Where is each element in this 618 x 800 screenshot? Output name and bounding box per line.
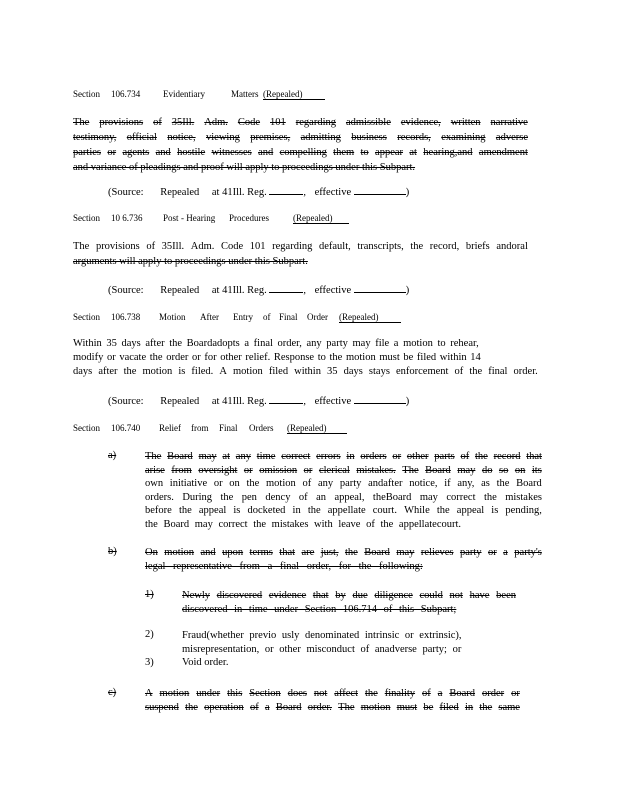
paragraph-line-struck: discovered in time under Section 106.714 of this Subpart; — [182, 604, 457, 615]
subsection-a-paragraph — [145, 450, 542, 531]
word: Board — [275, 702, 302, 713]
word: or — [107, 147, 117, 158]
word: witnesses — [211, 147, 252, 158]
item-marker: 1) — [145, 589, 154, 600]
source-status: Repealed — [160, 187, 200, 198]
paragraph-line: the Board may correct the mistakes with leave of the appellatecourt. — [145, 518, 462, 530]
source-note: (Source: Repealed at 41Ill. Reg. , effective ) — [108, 282, 409, 296]
word: the — [475, 451, 488, 462]
word: the — [496, 478, 510, 489]
word: clerical — [318, 464, 350, 476]
word: written — [450, 117, 481, 128]
word: and — [155, 147, 171, 158]
word: The — [73, 241, 90, 252]
word: before — [145, 505, 172, 516]
source-status: Repealed — [160, 285, 200, 296]
section-number: 10 6.736 — [111, 213, 143, 223]
word: upon — [222, 547, 244, 558]
paragraph-line-struck — [145, 450, 542, 464]
word: Board — [364, 547, 390, 558]
word: within — [294, 366, 321, 377]
source-label: (Source: — [108, 187, 144, 198]
word: While — [404, 505, 430, 516]
word: filed — [268, 366, 289, 377]
paragraph-line — [73, 365, 538, 379]
subsection-marker: b) — [108, 546, 117, 557]
word: the — [479, 702, 493, 713]
section-106-734-paragraph — [73, 115, 528, 175]
source-label: (Source: — [108, 396, 144, 407]
word: Section — [249, 688, 281, 699]
word: same — [498, 702, 520, 713]
word: days — [343, 366, 363, 377]
word: so — [498, 464, 509, 476]
paragraph-line — [145, 491, 542, 505]
word: motion — [142, 366, 173, 377]
word: the — [483, 491, 497, 503]
word: that — [279, 547, 296, 558]
word: motion — [266, 478, 296, 489]
repealed-tag: (Repealed) — [293, 213, 349, 224]
section-number: 106.738 — [111, 312, 141, 322]
word: 35Ill. — [161, 241, 185, 252]
source-close: ) — [405, 285, 410, 296]
blank-line — [269, 393, 303, 404]
word: The — [338, 702, 355, 713]
word: The — [145, 451, 162, 462]
word: or — [243, 464, 253, 476]
word: arise — [145, 464, 165, 476]
source-effective-label: effective — [314, 285, 352, 296]
word: of — [460, 451, 470, 462]
section-title-word: Relief — [159, 423, 181, 433]
word: Board — [449, 688, 476, 699]
paragraph-line — [145, 477, 542, 491]
blank-line — [269, 184, 303, 195]
item-marker: 2) — [145, 629, 154, 640]
word: dency — [265, 491, 291, 503]
word: business — [351, 132, 387, 143]
repealed-tag: (Repealed) — [339, 312, 401, 323]
word: or — [213, 478, 223, 489]
word: appeal, — [334, 491, 365, 503]
word: narrative — [490, 117, 528, 128]
word: Code — [220, 241, 244, 252]
word: 101 — [249, 241, 266, 252]
section-title-word: Order — [307, 312, 328, 322]
word: in — [292, 505, 301, 516]
paragraph-line-struck — [145, 546, 542, 560]
word: appeal — [456, 505, 485, 516]
word: affect — [334, 688, 358, 699]
blank-line — [354, 393, 406, 404]
word: final — [488, 366, 508, 377]
word: provisions — [99, 117, 144, 128]
word: to — [360, 147, 369, 158]
word: viewing — [206, 132, 240, 143]
section-title-word: After — [200, 312, 219, 322]
word: motion — [164, 547, 195, 558]
word: 35Ill. — [171, 117, 195, 128]
word: provisions — [95, 241, 140, 252]
word: in — [346, 451, 355, 462]
source-note: (Source: Repealed at 41Ill. Reg. , effective ) — [108, 393, 409, 407]
word: premises, — [250, 132, 291, 143]
word: the — [410, 241, 424, 252]
word: Board — [167, 451, 193, 462]
word: as — [481, 478, 490, 489]
word: Board — [516, 478, 542, 489]
repealed-tag: (Repealed) — [287, 423, 347, 434]
word: of — [249, 702, 259, 713]
source-citation: at 41Ill. Reg. — [211, 285, 267, 296]
paragraph-line: modify or vacate the order or for other relief. Response to the motion must be filed within 14 — [73, 352, 481, 363]
paragraph-line — [73, 145, 528, 160]
word: of — [153, 117, 162, 128]
word: own — [145, 478, 164, 489]
word: notice, — [409, 478, 438, 489]
source-effective-label: effective — [314, 396, 352, 407]
word: operation — [204, 702, 244, 713]
word: During — [182, 491, 213, 503]
section-label: Section — [73, 423, 100, 433]
item-3-line: Void order. — [182, 657, 229, 668]
word: on — [229, 478, 240, 489]
word: enforcement — [395, 366, 449, 377]
section-title-word: Orders — [249, 423, 274, 433]
paragraph-line: Fraud(whether previo usly denominated intrinsic or extrinsic), — [182, 630, 462, 641]
word: may — [396, 547, 415, 558]
item-1-paragraph — [182, 589, 516, 617]
source-citation: at 41Ill. Reg. — [211, 187, 267, 198]
word: or — [392, 451, 402, 462]
word: time — [256, 451, 276, 462]
word: record — [493, 451, 521, 462]
word: correct — [446, 491, 476, 503]
item-2-paragraph — [182, 629, 482, 657]
word: order. — [307, 702, 332, 713]
word: order. — [513, 366, 538, 377]
word: its — [531, 464, 542, 476]
subsection-marker: a) — [108, 450, 117, 461]
section-label: Section — [73, 89, 100, 99]
word: admissible — [345, 117, 391, 128]
word: and — [258, 147, 274, 158]
word: filed — [439, 702, 459, 713]
word: relieves — [420, 547, 454, 558]
paragraph-line — [145, 504, 542, 518]
word: do — [481, 464, 493, 476]
section-106-736-paragraph — [73, 239, 528, 269]
word: the — [364, 688, 378, 699]
section-title-word: Motion — [159, 312, 186, 322]
word: initiative — [169, 478, 208, 489]
word: regarding — [272, 241, 313, 252]
word: not — [313, 688, 328, 699]
word: orders — [360, 451, 387, 462]
word: pen — [241, 491, 257, 503]
source-effective-label: effective — [314, 187, 352, 198]
word: the — [185, 702, 198, 713]
source-status: Repealed — [160, 396, 200, 407]
paragraph-line-struck — [145, 687, 520, 701]
word: A — [219, 366, 227, 377]
section-title-word: Evidentiary — [163, 89, 205, 99]
word: of — [146, 241, 156, 252]
word: after — [98, 366, 118, 377]
word: agents — [122, 147, 150, 158]
word: by — [335, 590, 346, 601]
blank-line — [354, 184, 406, 195]
word: the — [344, 547, 358, 558]
word: that — [526, 451, 542, 462]
word: and — [200, 547, 216, 558]
word: any — [235, 451, 251, 462]
word: of — [298, 491, 308, 503]
word: parts — [434, 451, 455, 462]
section-label: Section — [73, 213, 100, 223]
section-106-738-paragraph — [73, 337, 538, 379]
section-106-736-heading — [73, 213, 363, 225]
word: is — [491, 505, 499, 516]
repealed-tag: (Repealed) — [263, 89, 325, 100]
word: oversight — [198, 464, 238, 476]
paragraph-line: Within 35 days after the Boardadopts a final order, any party may file a motion to rehear, — [73, 338, 479, 349]
word: or — [303, 464, 313, 476]
source-citation: at 41Ill. Reg. — [211, 396, 267, 407]
word: docketed — [247, 505, 286, 516]
word: transcripts, — [357, 241, 404, 252]
word: an — [316, 491, 326, 503]
word: notice, — [167, 132, 196, 143]
word: hearing,and — [423, 147, 473, 158]
section-title-word: Post — [163, 213, 179, 223]
word: must — [396, 702, 418, 713]
word: default, — [318, 241, 351, 252]
word: suspend — [145, 702, 179, 713]
section-title-word: Matters — [231, 89, 259, 99]
word: record, — [429, 241, 460, 252]
word: admitting — [300, 132, 341, 143]
source-close: ) — [405, 396, 410, 407]
word: Code — [237, 117, 261, 128]
section-title-word: Procedures — [229, 213, 269, 223]
word: official — [126, 132, 157, 143]
word: or — [511, 688, 520, 699]
paragraph-line: misrepresentation, or other misconduct of anadverse party; or — [182, 644, 462, 655]
word: terms — [249, 547, 273, 558]
word: if — [444, 478, 451, 489]
section-number: 106.740 — [111, 423, 141, 433]
word: appellate — [327, 505, 366, 516]
section-title-word: Final — [219, 423, 238, 433]
word: filed. — [191, 366, 214, 377]
section-title-word: of — [263, 312, 271, 322]
word: regarding — [295, 117, 336, 128]
word: the — [469, 366, 483, 377]
word: andafter — [368, 478, 403, 489]
word: briefs — [465, 241, 490, 252]
word: days — [73, 366, 93, 377]
word: Adm. — [204, 117, 228, 128]
word: the — [123, 366, 137, 377]
word: on — [514, 464, 526, 476]
word: may — [419, 491, 438, 503]
word: errors — [316, 451, 341, 462]
word: omission — [259, 464, 298, 476]
word: due — [352, 590, 368, 601]
word: party — [459, 547, 482, 558]
section-106-734-heading — [73, 89, 333, 101]
word: The — [73, 117, 90, 128]
paragraph-line — [73, 239, 528, 254]
word: pending, — [505, 505, 542, 516]
word: of — [454, 366, 464, 377]
word: parties — [73, 147, 101, 158]
word: any, — [457, 478, 475, 489]
word: just, — [320, 547, 339, 558]
word: compelling — [279, 147, 327, 158]
section-number: 106.734 — [111, 89, 141, 99]
word: could — [419, 590, 443, 601]
source-label: (Source: — [108, 285, 144, 296]
blank-line — [354, 282, 406, 293]
word: the — [436, 505, 450, 516]
word: appear — [375, 147, 404, 158]
source-close: ) — [405, 187, 410, 198]
subsection-c-paragraph — [145, 687, 520, 715]
word: at — [409, 147, 417, 158]
paragraph-line — [73, 130, 528, 145]
word: of — [302, 478, 312, 489]
word: other — [406, 451, 429, 462]
word: court. — [372, 505, 397, 516]
word: The — [402, 464, 419, 476]
item-marker: 3) — [145, 657, 154, 668]
paragraph-line-struck — [182, 589, 516, 603]
word: mistakes — [505, 491, 542, 503]
word: records, — [397, 132, 431, 143]
paragraph-line-struck: legal representative from a final order, for the following: — [145, 560, 423, 572]
word: evidence — [268, 590, 307, 601]
word: or — [487, 547, 497, 558]
word: them — [333, 147, 355, 158]
section-title-word: from — [191, 423, 209, 433]
word: On — [145, 547, 158, 558]
word: any — [317, 478, 334, 489]
paragraph-line: and variance of pleadings and proof will apply to proceedings under this Subpart. — [73, 162, 416, 173]
word: Adm. — [190, 241, 215, 252]
word: motion — [159, 688, 190, 699]
word: amendment — [478, 147, 528, 158]
word: stays — [368, 366, 390, 377]
word: theBoard — [372, 491, 412, 503]
word: that — [312, 590, 329, 601]
word: diligence — [374, 590, 413, 601]
subsection-marker: c) — [108, 687, 117, 698]
subsection-b-paragraph — [145, 546, 542, 573]
word: 101 — [270, 117, 286, 128]
word: testimony, — [73, 132, 117, 143]
word: party — [339, 478, 362, 489]
word: order — [481, 688, 505, 699]
word: appeal — [198, 505, 227, 516]
word: is — [178, 366, 186, 377]
word: hostile — [177, 147, 206, 158]
word: mistakes. — [356, 464, 396, 476]
word: adverse — [495, 132, 528, 143]
word: 35 — [327, 366, 338, 377]
word: have — [469, 590, 490, 601]
word: motion — [233, 366, 263, 377]
section-title-word: - Hearing — [181, 213, 216, 223]
paragraph-line-struck — [145, 464, 542, 478]
word: be — [423, 702, 434, 713]
word: not — [449, 590, 463, 601]
section-106-738-heading — [73, 312, 413, 324]
word: Board — [425, 464, 451, 476]
paragraph-line-struck — [145, 701, 520, 715]
source-note: (Source: Repealed at 41Ill. Reg. , effective ) — [108, 184, 409, 198]
word: discovered — [216, 590, 263, 601]
section-title-word: Entry — [233, 312, 253, 322]
word: a — [503, 547, 508, 558]
word: the — [220, 491, 234, 503]
word: correct — [281, 451, 311, 462]
word: the — [307, 505, 321, 516]
section-label: Section — [73, 312, 100, 322]
word: Newly — [182, 590, 210, 601]
word: A — [145, 688, 153, 699]
word: may — [457, 464, 476, 476]
word: this — [227, 688, 243, 699]
word: finality — [384, 688, 416, 699]
paragraph-line-struck: arguments will apply to proceedings under this Subpart. — [73, 256, 308, 267]
word: at — [222, 451, 230, 462]
word: examining — [441, 132, 486, 143]
word: motion — [360, 702, 391, 713]
section-106-740-heading — [73, 423, 373, 435]
word: been — [496, 590, 516, 601]
word: are — [301, 547, 315, 558]
word: of — [422, 688, 431, 699]
word: a — [437, 688, 443, 699]
word: from — [171, 464, 192, 476]
word: is — [233, 505, 241, 516]
word: a — [264, 702, 270, 713]
word: the — [178, 505, 192, 516]
word: does — [287, 688, 307, 699]
word: andoral — [496, 241, 528, 252]
word: the — [246, 478, 260, 489]
word: in — [464, 702, 474, 713]
section-title-word: Final — [279, 312, 298, 322]
word: orders. — [145, 491, 174, 503]
word: may — [198, 451, 217, 462]
word: evidence, — [400, 117, 441, 128]
blank-line — [269, 282, 303, 293]
paragraph-line — [73, 115, 528, 130]
word: under — [196, 688, 221, 699]
word: party's — [514, 547, 542, 558]
